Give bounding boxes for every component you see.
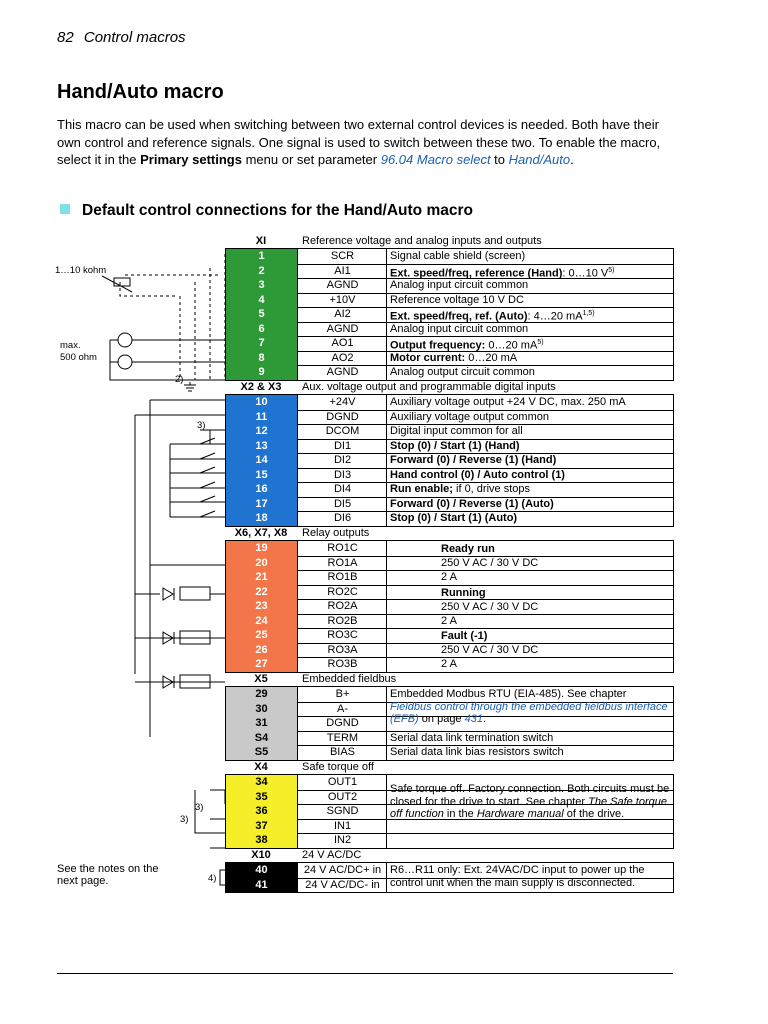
terminal-description: Serial data link termination switch — [390, 731, 554, 744]
group-label: X6, X7, X8 — [234, 527, 288, 539]
terminal-signal: SGND — [299, 804, 387, 819]
terminal-description: Forward (0) / Reverse (1) (Auto) — [390, 497, 554, 510]
terminal-signal: DI5 — [299, 497, 387, 512]
connection-diagram — [50, 232, 690, 902]
terminal-pin: 29 — [226, 687, 298, 702]
terminal-signal: DGND — [299, 716, 387, 731]
terminal-pin: 6 — [226, 322, 298, 337]
terminal-pin: 1 — [226, 249, 298, 264]
terminal-description: Auxiliary voltage output common — [390, 410, 549, 423]
terminal-signal: AGND — [299, 278, 387, 293]
terminal-pin: 23 — [226, 599, 298, 614]
terminal-pin: 20 — [226, 556, 298, 571]
section-title: Default control connections for the Hand/Auto macro — [82, 202, 473, 219]
side-label-ohm: 500 ohm — [60, 352, 97, 363]
terminal-row — [226, 410, 673, 426]
terminal-row — [226, 293, 673, 309]
terminal-row — [226, 365, 673, 380]
group-header-xi — [225, 234, 672, 248]
group-title: Relay outputs — [302, 527, 370, 539]
terminal-signal: RO1C — [299, 541, 387, 556]
terminal-signal: AGND — [299, 322, 387, 337]
terminal-description: Stop (0) / Start (1) (Auto) — [390, 512, 518, 524]
terminal-signal: DI1 — [299, 439, 387, 454]
terminal-row — [226, 424, 673, 440]
group-label: XI — [255, 235, 267, 247]
terminal-pin: 38 — [226, 833, 298, 848]
terminal-signal: AI1 — [299, 264, 387, 279]
terminal-signal: AI2 — [299, 307, 387, 322]
terminal-pin: 27 — [226, 657, 298, 672]
terminal-pin: 22 — [226, 585, 298, 600]
terminal-description: Run enable; if 0, drive stops — [390, 483, 530, 495]
terminal-row — [226, 336, 673, 352]
terminal-block — [225, 394, 674, 527]
terminal-pin: 34 — [226, 775, 298, 790]
side-label-n4: 4) — [208, 873, 217, 884]
terminal-pin: 19 — [226, 541, 298, 556]
terminal-row — [226, 249, 673, 265]
terminal-signal: TERM — [299, 731, 387, 746]
section-marker-icon — [60, 204, 70, 214]
group-title: Reference voltage and analog inputs and outputs — [302, 235, 542, 247]
terminal-pin: 30 — [226, 702, 298, 717]
terminal-pin: 18 — [226, 511, 298, 526]
terminal-pin: 3 — [226, 278, 298, 293]
group-header-x10 — [225, 848, 672, 862]
terminal-pin: 15 — [226, 468, 298, 483]
side-label-n3a: 3) — [197, 420, 206, 431]
group-title: 24 V AC/DC — [302, 849, 362, 861]
terminal-signal: RO1B — [299, 570, 387, 585]
relay-description: Ready run 250 V AC / 30 V DC 2 A — [441, 543, 539, 583]
group-header-x2x3 — [225, 380, 672, 394]
terminal-signal: OUT2 — [299, 790, 387, 805]
terminal-description: Analog input circuit common — [390, 279, 529, 291]
group-title: Aux. voltage output and programmable digital inputs — [302, 381, 556, 393]
relay-description: Fault (-1) 250 V AC / 30 V DC 2 A — [441, 630, 539, 670]
terminal-row — [226, 497, 673, 513]
terminal-pin: 10 — [226, 395, 298, 410]
side-label-see_notes: See the notes on the next page. — [57, 863, 159, 887]
terminal-pin: 12 — [226, 424, 298, 439]
terminal-signal: BIAS — [299, 745, 387, 760]
terminal-pin: 9 — [226, 365, 298, 380]
chapter-name: Control macros — [83, 29, 186, 46]
terminal-signal: AGND — [299, 365, 387, 380]
terminal-row — [226, 351, 673, 367]
terminal-pin: 37 — [226, 819, 298, 834]
side-label-n3c: 3) — [180, 814, 189, 825]
terminal-row — [226, 322, 673, 338]
group-label: X5 — [254, 673, 268, 685]
side-label-n2: 2) — [175, 374, 184, 385]
terminal-signal: DI4 — [299, 482, 387, 497]
group-title: Embedded fieldbus — [302, 673, 397, 685]
terminal-row — [226, 278, 673, 294]
terminal-signal: DCOM — [299, 424, 387, 439]
safe-torque-note: Safe torque off. Factory connection. Both circuits must be closed for the drive to start. See chapter The Safe torque off function in the Hardware manual of the drive. — [390, 783, 670, 820]
group-header-x4 — [225, 760, 672, 774]
intro-paragraph — [57, 116, 677, 169]
terminal-pin: 40 — [226, 863, 298, 878]
page-title: Hand/Auto macro — [57, 81, 224, 103]
terminal-block — [225, 774, 674, 849]
terminal-pin: 35 — [226, 790, 298, 805]
terminal-pin: 36 — [226, 804, 298, 819]
section-heading — [60, 202, 473, 220]
fieldbus-note: Embedded Modbus RTU (EIA-485). See chapter Fieldbus control through the embedded fieldbus interface (EFB) on page 431. — [390, 688, 668, 725]
terminal-block — [225, 686, 674, 761]
terminal-block — [225, 540, 674, 673]
terminal-row — [226, 307, 673, 323]
group-label: X10 — [251, 849, 271, 861]
terminal-row — [226, 264, 673, 280]
intro-text: . — [570, 152, 574, 167]
terminal-pin: 4 — [226, 293, 298, 308]
terminal-signal: B+ — [299, 687, 387, 702]
terminal-pin: 14 — [226, 453, 298, 468]
group-label: X4 — [254, 761, 268, 773]
side-label-max: max. — [60, 340, 81, 351]
terminal-pin: 7 — [226, 336, 298, 351]
terminal-signal: AO1 — [299, 336, 387, 351]
page-header — [57, 29, 192, 46]
terminal-signal: IN1 — [299, 819, 387, 834]
terminal-signal: DGND — [299, 410, 387, 425]
terminal-description: Digital input common for all — [390, 425, 523, 437]
terminal-signal: OUT1 — [299, 775, 387, 790]
terminal-signal: DI3 — [299, 468, 387, 483]
terminal-row — [226, 439, 673, 455]
terminal-description: Output frequency: 0…20 $mA^{5)}$ — [390, 339, 544, 351]
terminal-description: Auxiliary voltage output +24 V DC, max. 250 mA — [390, 396, 626, 408]
terminal-pin: 13 — [226, 439, 298, 454]
external-supply-note: R6…R11 only: Ext. 24VAC/DC input to power up the control unit when the main supply is disconnected. — [390, 864, 645, 889]
terminal-description: Motor current: 0…20 mA — [390, 351, 518, 364]
terminal-pin: 2 — [226, 264, 298, 279]
terminal-block — [225, 862, 674, 893]
terminal-signal: AO2 — [299, 351, 387, 366]
terminal-signal: IN2 — [299, 833, 387, 848]
terminal-description: Forward (0) / Reverse (1) (Hand) — [390, 454, 557, 466]
terminal-pin: 24 — [226, 614, 298, 629]
terminal-row — [226, 833, 673, 848]
intro-text: menu or set parameter — [241, 152, 381, 167]
terminal-signal: RO2C — [299, 585, 387, 600]
group-header-x5 — [225, 672, 672, 686]
terminal-pin: S5 — [226, 745, 298, 760]
terminal-signal: +10V — [299, 293, 387, 308]
page-431-link[interactable]: 431 — [464, 713, 483, 725]
terminal-signal: 24 V AC/DC+ in — [299, 863, 387, 878]
terminal-signal: DI2 — [299, 453, 387, 468]
terminal-pin: 31 — [226, 716, 298, 731]
terminal-description: Analog input circuit common — [390, 322, 529, 335]
terminal-row — [226, 745, 673, 760]
terminal-pin: 16 — [226, 482, 298, 497]
page-number: 82 — [57, 29, 74, 46]
terminal-row — [226, 482, 673, 498]
terminal-row — [226, 511, 673, 526]
group-label: X2 & X3 — [240, 381, 282, 393]
terminal-signal: DI6 — [299, 511, 387, 526]
terminal-description: Analog output circuit common — [390, 366, 535, 378]
primary-settings-text: Primary settings — [140, 152, 242, 167]
terminal-signal: RO2B — [299, 614, 387, 629]
terminal-pin: 25 — [226, 628, 298, 643]
terminal-signal: RO2A — [299, 599, 387, 614]
terminal-description: Ext. speed/freq, reference (Hand): 0…10 $V^{5)}$ — [390, 266, 615, 278]
terminal-pin: 26 — [226, 643, 298, 658]
terminal-signal: 24 V AC/DC- in — [299, 878, 387, 893]
terminal-description: Reference voltage 10 V DC — [390, 293, 524, 306]
terminal-signal: RO3B — [299, 657, 387, 672]
terminal-signal: +24V — [299, 395, 387, 410]
terminal-signal: RO3C — [299, 628, 387, 643]
terminal-pin: 5 — [226, 307, 298, 322]
terminal-pin: 8 — [226, 351, 298, 366]
footer-rule — [57, 973, 673, 974]
side-label-pot: 1…10 kohm — [55, 265, 107, 276]
relay-description: Running 250 V AC / 30 V DC 2 A — [441, 586, 539, 627]
terminal-description: Serial data link bias resistors switch — [390, 746, 564, 758]
terminal-description: Signal cable shield (screen) — [390, 250, 526, 262]
terminal-row — [226, 731, 673, 747]
terminal-description: Stop (0) / Start (1) (Hand) — [390, 439, 520, 452]
terminal-signal: SCR — [299, 249, 387, 264]
terminal-pin: 21 — [226, 570, 298, 585]
terminal-description: Ext. speed/freq, ref. (Auto): 4…20 mA$^{1,5)}$ — [390, 310, 595, 322]
group-title: Safe torque off — [302, 761, 374, 773]
terminal-signal: A- — [299, 702, 387, 717]
group-header-x6x7x8 — [225, 526, 672, 540]
terminal-block — [225, 248, 674, 381]
terminal-signal: RO1A — [299, 556, 387, 571]
terminal-row — [226, 819, 673, 835]
terminal-signal: RO3A — [299, 643, 387, 658]
intro-text: to — [490, 152, 509, 167]
terminal-pin: 41 — [226, 878, 298, 893]
intro-text: This macro can be used when switching between two external control devices is needed. Both have their own control and reference signals. One signal is used to switch between these two. To enable the macro, select it in the — [57, 117, 661, 167]
efb-chapter-link[interactable]: Fieldbus control through the embedded fieldbus interface (EFB) — [390, 700, 668, 725]
terminal-pin: S4 — [226, 731, 298, 746]
macro-select-link[interactable]: 96.04 Macro select — [380, 152, 491, 167]
terminal-pin: 17 — [226, 497, 298, 512]
hand-auto-link[interactable]: Hand/Auto — [508, 152, 571, 167]
terminal-pin: 11 — [226, 410, 298, 425]
terminal-row — [226, 395, 673, 411]
terminal-row — [226, 453, 673, 469]
side-label-n3b: 3) — [195, 802, 204, 813]
terminal-description: Hand control (0) / Auto control (1) — [390, 468, 565, 481]
terminal-row — [226, 468, 673, 484]
